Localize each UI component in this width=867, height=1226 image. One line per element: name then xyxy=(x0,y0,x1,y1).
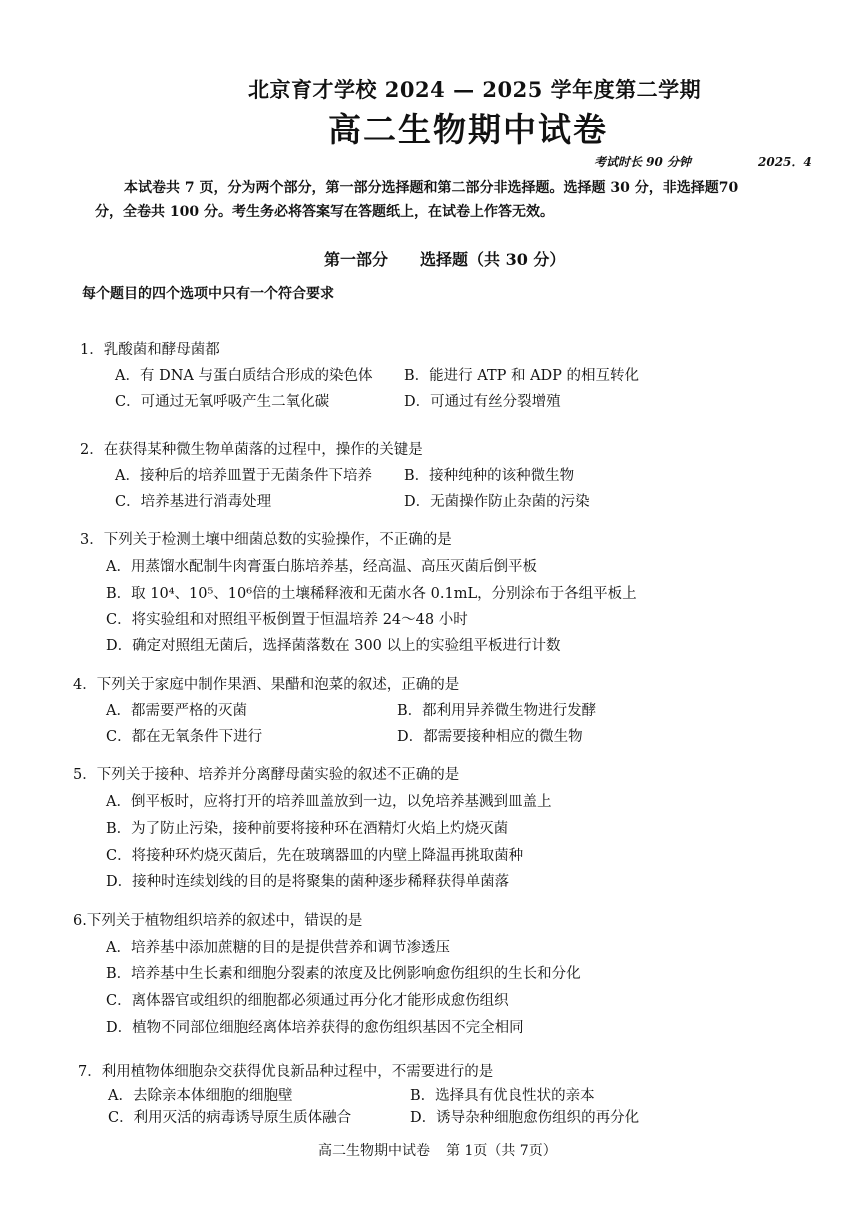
question-4-stem: 4．下列关于家庭中制作果酒、果醋和泡菜的叙述，正确的是 xyxy=(73,677,460,693)
question-5-option-a: A．倒平板时，应将打开的培养皿盖放到一边，以免培养基溅到皿盖上 xyxy=(106,794,552,810)
question-6-stem: 6.下列关于植物组织培养的叙述中，错误的是 xyxy=(73,913,363,929)
intro-line-2: 分，全卷共 100 分。考生务必将答案写在答题纸上，在试卷上作答无效。 xyxy=(95,204,554,220)
question-3-option-b: B．取 10⁴、10⁵、10⁶倍的土壤稀释液和无菌水各 0.1mL，分别涂布于各组平板上 xyxy=(106,586,637,602)
question-6-option-b: B．培养基中生长素和细胞分裂素的浓度及比例影响愈伤组织的生长和分化 xyxy=(106,966,581,982)
question-4-option-a: A．都需要严格的灭菌 xyxy=(106,703,247,719)
question-4-option-d: D．都需要接种相应的微生物 xyxy=(397,729,583,745)
question-3-stem: 3．下列关于检测土壤中细菌总数的实验操作，不正确的是 xyxy=(80,532,452,548)
question-7-option-c: C．利用灭活的病毒诱导原生质体融合 xyxy=(108,1110,352,1126)
question-2-option-b: B．接种纯种的该种微生物 xyxy=(404,468,575,484)
question-1-stem: 1．乳酸菌和酵母菌都 xyxy=(80,342,220,358)
exam-duration: 考试时长 90 分钟 xyxy=(594,155,692,169)
question-5-stem: 5．下列关于接种、培养并分离酵母菌实验的叙述不正确的是 xyxy=(73,767,460,783)
question-6-option-c: C．离体器官或组织的细胞都必须通过再分化才能形成愈伤组织 xyxy=(106,993,509,1009)
question-2-option-d: D．无菌操作防止杂菌的污染 xyxy=(404,494,590,510)
exam-date: 2025．4 xyxy=(758,155,812,169)
question-7-stem: 7．利用植物体细胞杂交获得优良新品种过程中，不需要进行的是 xyxy=(78,1064,494,1080)
question-6-option-d: D．植物不同部位细胞经离体培养获得的愈伤组织基因不完全相同 xyxy=(106,1020,524,1036)
intro-line-1: 本试卷共 7 页，分为两个部分，第一部分选择题和第二部分非选择题。选择题 30 分，非选择题70 xyxy=(124,180,739,196)
section-instruction: 每个题目的四个选项中只有一个符合要求 xyxy=(82,286,334,302)
question-5-option-c: C．将接种环灼烧灭菌后，先在玻璃器皿的内壁上降温再挑取菌种 xyxy=(106,848,524,864)
school-year-line: 北京育才学校 2024 — 2025 学年度第二学期 xyxy=(248,77,702,102)
question-3-option-c: C．将实验组和对照组平板倒置于恒温培养 24～48 小时 xyxy=(106,612,468,628)
exam-title: 高二生物期中试卷 xyxy=(328,110,608,149)
question-1-option-d: D．可通过有丝分裂增殖 xyxy=(404,394,561,410)
section-part: 第一部分 xyxy=(324,250,389,269)
footer-title: 高二生物期中试卷 xyxy=(318,1143,430,1159)
question-4-option-b: B．都利用异养微生物进行发酵 xyxy=(397,703,597,719)
question-1-option-c: C．可通过无氧呼吸产生二氧化碳 xyxy=(115,394,330,410)
section-name: 选择题（共 30 分） xyxy=(420,250,566,269)
question-5-option-d: D．接种时连续划线的目的是将聚集的菌种逐步稀释获得单菌落 xyxy=(106,874,510,890)
question-2-stem: 2．在获得某种微生物单菌落的过程中，操作的关键是 xyxy=(80,442,423,458)
question-3-option-d: D．确定对照组无菌后，选择菌落数在 300 以上的实验组平板进行计数 xyxy=(106,638,561,654)
question-5-option-b: B．为了防止污染，接种前要将接种环在酒精灯火焰上灼烧灭菌 xyxy=(106,821,509,837)
question-6-option-a: A．培养基中添加蔗糖的目的是提供营养和调节渗透压 xyxy=(106,940,450,956)
question-1-option-b: B．能进行 ATP 和 ADP 的相互转化 xyxy=(404,368,640,384)
section-heading xyxy=(324,247,597,270)
question-7-option-a: A．去除亲本体细胞的细胞壁 xyxy=(108,1088,293,1104)
question-7-option-b: B．选择具有优良性状的亲本 xyxy=(410,1088,595,1104)
question-7-option-d: D．诱导杂种细胞愈伤组织的再分化 xyxy=(410,1110,640,1126)
footer-page-number: 第 1页（共 7页） xyxy=(446,1143,557,1159)
page-footer xyxy=(318,1140,573,1160)
question-1-option-a: A．有 DNA 与蛋白质结合形成的染色体 xyxy=(115,368,373,384)
question-3-option-a: A．用蒸馏水配制牛肉膏蛋白胨培养基，经高温、高压灭菌后倒平板 xyxy=(106,559,537,575)
question-2-option-c: C．培养基进行消毒处理 xyxy=(115,494,272,510)
question-4-option-c: C．都在无氧条件下进行 xyxy=(106,729,263,745)
question-2-option-a: A．接种后的培养皿置于无菌条件下培养 xyxy=(115,468,372,484)
